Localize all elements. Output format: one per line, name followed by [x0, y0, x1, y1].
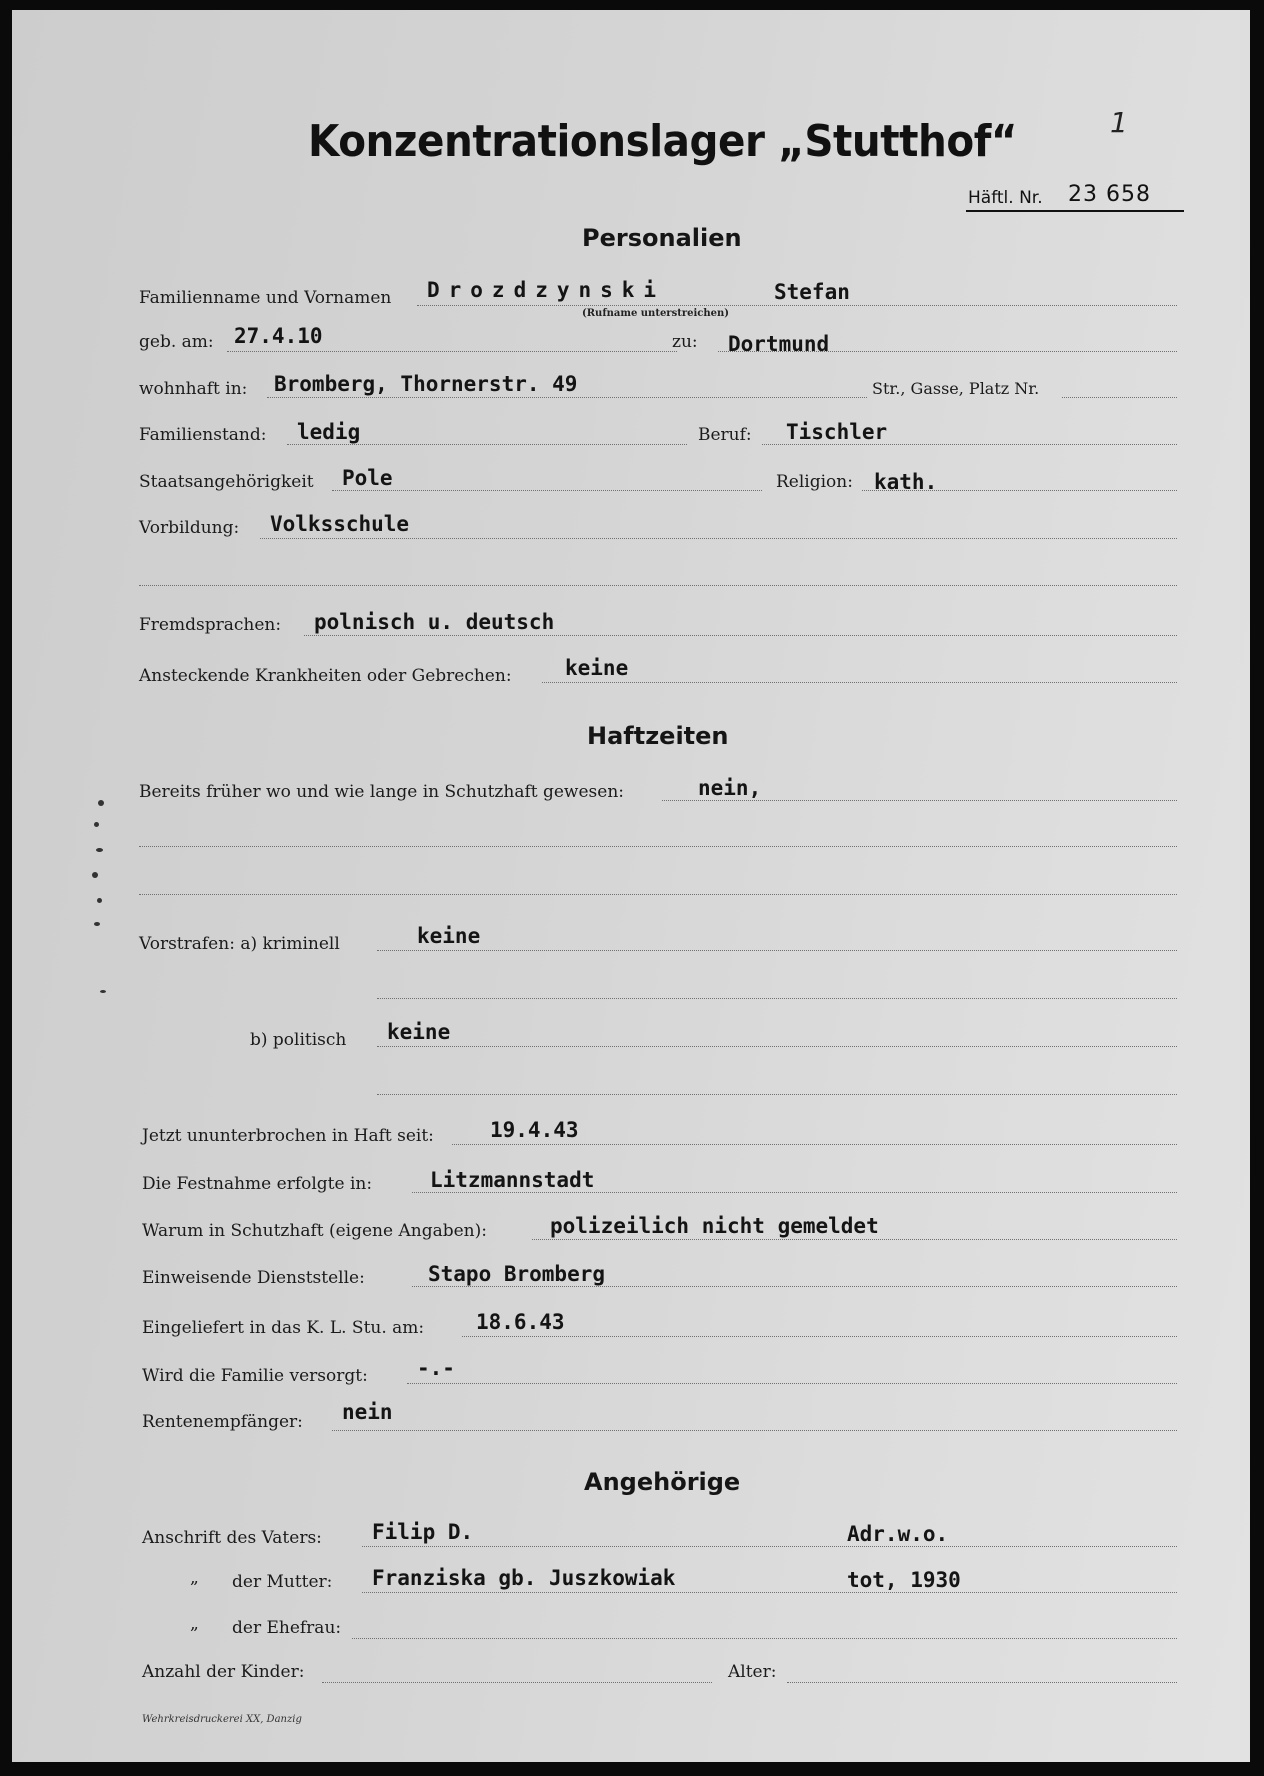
- vorbildung-value: Volksschule: [270, 512, 410, 536]
- alter-label: Alter:: [728, 1662, 777, 1682]
- warum-label: Warum in Schutzhaft (eigene Angaben):: [142, 1221, 487, 1241]
- pen-mark: 1: [1110, 106, 1128, 139]
- dotted-line: [377, 998, 1177, 999]
- surname-value: Drozdzynski: [427, 278, 666, 302]
- eingeliefert-label: Eingeliefert in das K. L. Stu. am:: [142, 1318, 425, 1338]
- frueher-label: Bereits früher wo und wie lange in Schutzhaft gewesen:: [139, 782, 625, 802]
- dotted-line: [304, 635, 1177, 636]
- vorstrafen-b-value: keine: [387, 1020, 451, 1044]
- staat-value: Pole: [342, 466, 393, 490]
- geb-label: geb. am:: [139, 332, 214, 352]
- form-title: Konzentrationslager „Stutthof“: [308, 116, 1018, 167]
- dotted-line: [407, 1383, 1177, 1384]
- haeftl-underline: [966, 210, 1184, 212]
- dotted-line: [412, 1192, 1177, 1193]
- warum-value: polizeilich nicht gemeldet: [550, 1214, 879, 1238]
- strasse-label: Str., Gasse, Platz Nr.: [872, 379, 1040, 398]
- krankheiten-label: Ansteckende Krankheiten oder Gebrechen:: [139, 666, 512, 686]
- beruf-value: Tischler: [786, 420, 888, 444]
- dotted-line: [417, 305, 1177, 306]
- dotted-line: [462, 1336, 1177, 1337]
- mutter-label: der Mutter:: [232, 1572, 333, 1592]
- kinder-label: Anzahl der Kinder:: [142, 1662, 305, 1682]
- form-sheet: [12, 10, 1250, 1762]
- wohnhaft-label: wohnhaft in:: [139, 379, 248, 399]
- dotted-line: [452, 1144, 1177, 1145]
- dotted-line: [139, 846, 1177, 847]
- dotted-line: [542, 682, 1177, 683]
- dotted-line: [362, 1592, 1177, 1593]
- dotted-line: [532, 1239, 1177, 1240]
- dotted-line: [332, 490, 762, 491]
- dotted-line: [377, 950, 1177, 951]
- familienstand-value: ledig: [297, 420, 361, 444]
- dotted-line: [352, 1638, 1177, 1639]
- vorstrafen-label: Vorstrafen: a) kriminell: [139, 934, 340, 954]
- haft-seit-value: 19.4.43: [490, 1118, 579, 1142]
- dotted-line: [377, 1094, 1177, 1095]
- religion-value: kath.: [874, 470, 938, 494]
- krankheiten-value: keine: [565, 656, 629, 680]
- dotted-line: [332, 1430, 1177, 1431]
- haeftl-label: Häftl. Nr.: [968, 188, 1043, 208]
- mutter-note: tot, 1930: [847, 1568, 961, 1592]
- dotted-line: [1062, 397, 1177, 398]
- dotted-line: [862, 490, 1177, 491]
- beruf-label: Beruf:: [698, 425, 752, 445]
- punch-mark: [100, 990, 106, 993]
- section-personalien: Personalien: [582, 224, 742, 252]
- familie-value: -.-: [417, 1356, 455, 1380]
- rufname-note: (Rufname unterstreichen): [582, 308, 729, 319]
- fremdsprachen-value: polnisch u. deutsch: [314, 610, 555, 634]
- firstname-value: Stefan: [774, 280, 850, 304]
- dotted-line: [267, 397, 867, 398]
- rente-value: nein: [342, 1400, 393, 1424]
- dotted-line: [787, 1682, 1177, 1683]
- dienststelle-label: Einweisende Dienststelle:: [142, 1268, 365, 1288]
- staat-label: Staatsangehörigkeit: [139, 472, 314, 492]
- festnahme-value: Litzmannstadt: [430, 1168, 595, 1192]
- dotted-line: [139, 894, 1177, 895]
- punch-mark: [96, 848, 103, 852]
- zu-label: zu:: [672, 332, 698, 352]
- religion-label: Religion:: [776, 472, 853, 492]
- rente-label: Rentenempfänger:: [142, 1412, 303, 1432]
- dotted-line: [662, 800, 1177, 801]
- wohnhaft-value: Bromberg, Thornerstr. 49: [274, 372, 578, 396]
- dotted-line: [227, 351, 677, 352]
- ditto-mark: „: [190, 1614, 199, 1634]
- ehefrau-label: der Ehefrau:: [232, 1618, 342, 1638]
- eingeliefert-value: 18.6.43: [476, 1310, 565, 1334]
- politisch-label: b) politisch: [250, 1030, 347, 1050]
- punch-mark: [97, 898, 102, 903]
- section-haftzeiten: Haftzeiten: [587, 722, 729, 750]
- ditto-mark: „: [190, 1568, 199, 1588]
- dotted-line: [322, 1682, 712, 1683]
- printer-imprint: Wehrkreisdruckerei XX, Danzig: [142, 1714, 302, 1725]
- dotted-line: [362, 1546, 1177, 1547]
- vater-note: Adr.w.o.: [847, 1522, 949, 1546]
- punch-mark: [94, 822, 99, 827]
- frueher-value: nein,: [698, 776, 762, 800]
- name-label: Familienname und Vornamen: [139, 288, 392, 308]
- dotted-line: [287, 444, 687, 445]
- punch-mark: [92, 872, 98, 878]
- dotted-line: [139, 585, 1177, 586]
- dotted-line: [377, 1046, 1177, 1047]
- dotted-line: [260, 538, 1177, 539]
- haeftl-number: 23 658: [1068, 182, 1151, 207]
- vorbildung-label: Vorbildung:: [139, 518, 240, 538]
- dotted-line: [762, 444, 1177, 445]
- punch-mark: [94, 922, 100, 926]
- vater-value: Filip D.: [372, 1520, 474, 1544]
- dienststelle-value: Stapo Bromberg: [428, 1262, 606, 1286]
- punch-mark: [98, 800, 104, 806]
- vater-label: Anschrift des Vaters:: [142, 1528, 322, 1548]
- familie-label: Wird die Familie versorgt:: [142, 1366, 368, 1386]
- mutter-value: Franziska gb. Juszkowiak: [372, 1566, 676, 1590]
- dotted-line: [412, 1286, 1177, 1287]
- dotted-line: [718, 351, 1177, 352]
- section-angehoerige: Angehörige: [584, 1468, 741, 1496]
- fremdsprachen-label: Fremdsprachen:: [139, 615, 282, 635]
- vorstrafen-a-value: keine: [417, 924, 481, 948]
- haft-seit-label: Jetzt ununterbrochen in Haft seit:: [142, 1126, 434, 1146]
- zu-value: Dortmund: [728, 332, 830, 356]
- geb-value: 27.4.10: [234, 324, 323, 348]
- festnahme-label: Die Festnahme erfolgte in:: [142, 1174, 373, 1194]
- familienstand-label: Familienstand:: [139, 425, 267, 445]
